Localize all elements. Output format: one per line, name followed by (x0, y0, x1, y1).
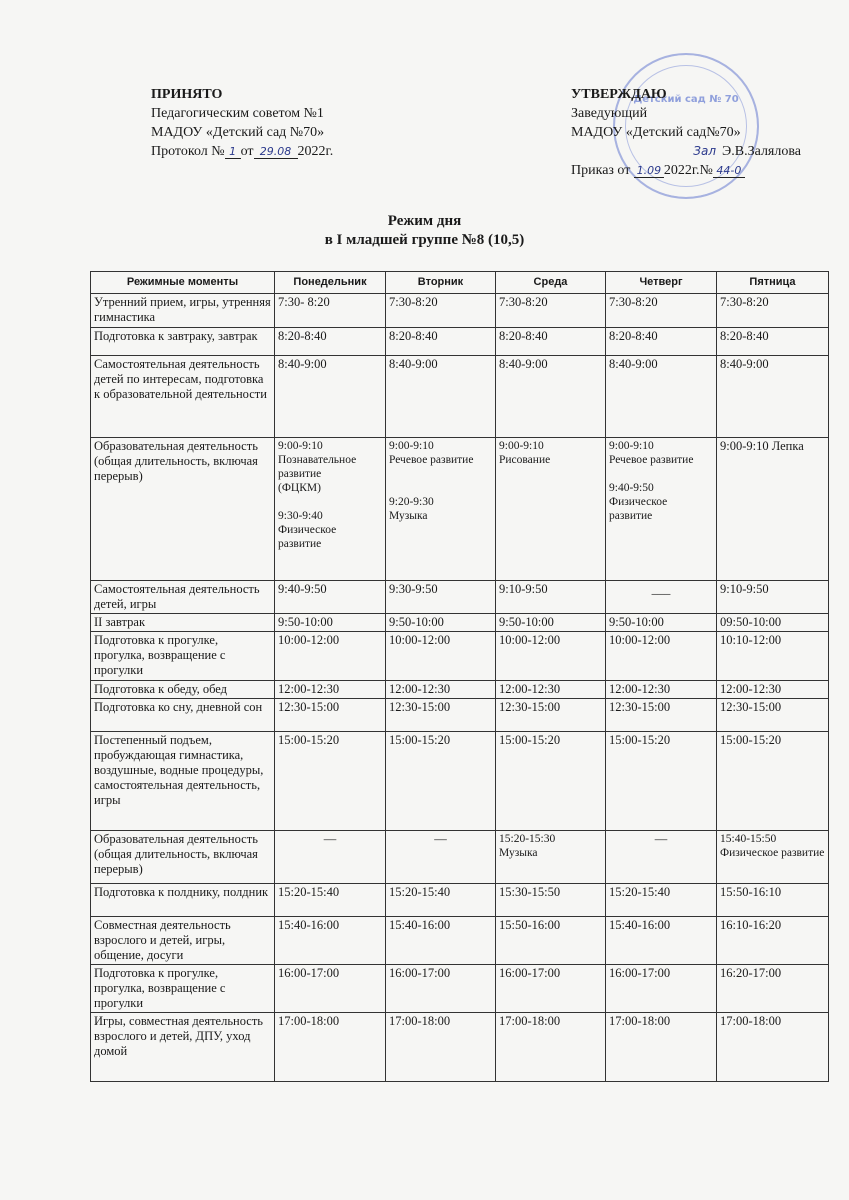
order-prefix: Приказ от (571, 163, 631, 178)
regime-moment: Подготовка к полднику, полдник (91, 884, 275, 917)
table-row (91, 732, 829, 831)
time-cell: 9:50-10:00 (386, 614, 496, 632)
time-cell: 16:00-17:00 (496, 965, 606, 1013)
time-cell: 15:00-15:20 (496, 732, 606, 831)
regime-moment: Подготовка к прогулке, прогулка, возвращение с прогулки (91, 632, 275, 681)
title-line-1: Режим дня (387, 213, 462, 229)
approved-title: УТВЕРЖДАЮ (571, 87, 667, 102)
title-line-2: в I младшей группе №8 (10,5) (324, 232, 525, 248)
time-cell: 15:40-15:50 Физическое развитие (717, 831, 829, 884)
column-header: Среда (496, 272, 606, 294)
time-cell: 16:00-17:00 (275, 965, 386, 1013)
accepted-council: Педагогическим советом №1 (151, 106, 324, 121)
time-cell: 16:00-17:00 (386, 965, 496, 1013)
schedule-body (91, 294, 829, 1082)
accepted-title: ПРИНЯТО (151, 87, 223, 102)
time-cell: 15:00-15:20 (717, 732, 829, 831)
approved-signer: Э.В.Залялова (722, 144, 801, 159)
regime-moment: Образовательная деятельность (общая длительность, включая перерыв) (91, 438, 275, 581)
accepted-block (151, 85, 333, 161)
time-cell: 9:30-9:50 (386, 581, 496, 614)
time-cell: 17:00-18:00 (275, 1013, 386, 1082)
time-cell: 9:50-10:00 (275, 614, 386, 632)
time-cell: 15:40-16:00 (606, 917, 717, 965)
protocol-from: от (240, 144, 254, 159)
time-cell: 10:00-12:00 (496, 632, 606, 681)
time-cell: 8:40-9:00 (386, 356, 496, 438)
table-row (91, 356, 829, 438)
time-cell: 15:40-16:00 (386, 917, 496, 965)
time-cell: 15:50-16:00 (496, 917, 606, 965)
time-cell: 7:30-8:20 (386, 294, 496, 328)
time-cell: 15:50-16:10 (717, 884, 829, 917)
table-row (91, 438, 829, 581)
time-cell: 12:30-15:00 (717, 699, 829, 732)
time-cell: 16:00-17:00 (606, 965, 717, 1013)
column-header: Вторник (386, 272, 496, 294)
time-cell: 12:30-15:00 (606, 699, 717, 732)
time-cell: — (606, 831, 717, 884)
column-header: Четверг (606, 272, 717, 294)
regime-moment: Постепенный подъем, пробуждающая гимнастика, воздушные, водные процедуры, самостоятельная деятельность, игры (91, 732, 275, 831)
regime-moment: Самостоятельная деятельность детей по интересам, подготовка к образовательной деятельности (91, 356, 275, 438)
time-cell: 9:00-9:10 Речевое развитие 9:20-9:30 Музыка (386, 438, 496, 581)
time-cell: 8:20-8:40 (717, 328, 829, 356)
regime-moment: II завтрак (91, 614, 275, 632)
protocol-year: 2022г. (297, 144, 334, 159)
column-header: Пятница (717, 272, 829, 294)
time-cell: 8:20-8:40 (386, 328, 496, 356)
time-cell: 12:00-12:30 (606, 681, 717, 699)
time-cell: 16:10-16:20 (717, 917, 829, 965)
time-cell: 9:00-9:10 Речевое развитие 9:40-9:50 Физическое развитие (606, 438, 717, 581)
time-cell: 9:50-10:00 (606, 614, 717, 632)
time-cell: 09:50-10:00 (717, 614, 829, 632)
time-cell: 15:20-15:40 (606, 884, 717, 917)
approved-block (571, 85, 811, 180)
table-row (91, 1013, 829, 1082)
protocol-date: 29.08 (254, 146, 298, 159)
time-cell: 8:40-9:00 (606, 356, 717, 438)
order-date: 1.09 (634, 165, 664, 178)
time-cell: 8:20-8:40 (606, 328, 717, 356)
regime-moment: Подготовка ко сну, дневной сон (91, 699, 275, 732)
column-header: Режимные моменты (91, 272, 275, 294)
time-cell: 12:30-15:00 (496, 699, 606, 732)
time-cell: 15:20-15:40 (275, 884, 386, 917)
schedule-table (90, 271, 829, 1082)
regime-moment: Подготовка к завтраку, завтрак (91, 328, 275, 356)
approved-position: Заведующий (571, 106, 648, 121)
time-cell: 10:10-12:00 (717, 632, 829, 681)
regime-moment: Совместная деятельность взрослого и детей, игры, общение, досуги (91, 917, 275, 965)
time-cell: 12:30-15:00 (386, 699, 496, 732)
approved-org: МАДОУ «Детский сад№70» (571, 125, 741, 140)
column-header: Понедельник (275, 272, 386, 294)
time-cell: 12:00-12:30 (275, 681, 386, 699)
document-title (0, 212, 849, 250)
header-row (91, 272, 829, 294)
table-row (91, 328, 829, 356)
time-cell: 15:30-15:50 (496, 884, 606, 917)
time-cell: 15:40-16:00 (275, 917, 386, 965)
time-cell: 12:00-12:30 (496, 681, 606, 699)
time-cell: 8:40-9:00 (717, 356, 829, 438)
time-cell: 12:30-15:00 (275, 699, 386, 732)
regime-moment: Игры, совместная деятельность взрослого и детей, ДПУ, уход домой (91, 1013, 275, 1082)
regime-moment: Самостоятельная деятельность детей, игры (91, 581, 275, 614)
time-cell: ___ (606, 581, 717, 614)
time-cell: 12:00-12:30 (717, 681, 829, 699)
protocol-number: 1 (225, 146, 241, 159)
time-cell: 10:00-12:00 (275, 632, 386, 681)
regime-moment: Утренний прием, игры, утренняя гимнастика (91, 294, 275, 328)
time-cell: 8:20-8:40 (275, 328, 386, 356)
table-row (91, 681, 829, 699)
table-row (91, 917, 829, 965)
time-cell: 10:00-12:00 (386, 632, 496, 681)
time-cell: 9:40-9:50 (275, 581, 386, 614)
time-cell: 8:20-8:40 (496, 328, 606, 356)
signature: Зал (693, 144, 717, 158)
time-cell: 9:00-9:10 Рисование (496, 438, 606, 581)
time-cell: 17:00-18:00 (606, 1013, 717, 1082)
time-cell: 17:00-18:00 (496, 1013, 606, 1082)
accepted-org: МАДОУ «Детский сад №70» (151, 125, 325, 140)
protocol-prefix: Протокол № (151, 144, 225, 159)
approved-order (571, 161, 811, 180)
time-cell: 7:30- 8:20 (275, 294, 386, 328)
time-cell: 7:30-8:20 (606, 294, 717, 328)
table-row (91, 884, 829, 917)
table-row (91, 294, 829, 328)
time-cell: 8:40-9:00 (275, 356, 386, 438)
time-cell: 8:40-9:00 (496, 356, 606, 438)
order-year: 2022г.№ (663, 163, 713, 178)
table-row (91, 581, 829, 614)
table-row (91, 831, 829, 884)
time-cell: 15:00-15:20 (275, 732, 386, 831)
regime-moment: Подготовка к обеду, обед (91, 681, 275, 699)
time-cell: 9:10-9:50 (717, 581, 829, 614)
time-cell: 9:00-9:10 Лепка (717, 438, 829, 581)
time-cell: 17:00-18:00 (717, 1013, 829, 1082)
table-row (91, 965, 829, 1013)
time-cell: 12:00-12:30 (386, 681, 496, 699)
regime-moment: Образовательная деятельность (общая длительность, включая перерыв) (91, 831, 275, 884)
time-cell: 17:00-18:00 (386, 1013, 496, 1082)
table-row (91, 614, 829, 632)
time-cell: 15:20-15:30 Музыка (496, 831, 606, 884)
time-cell: 9:50-10:00 (496, 614, 606, 632)
time-cell: 15:00-15:20 (606, 732, 717, 831)
regime-moment: Подготовка к прогулке, прогулка, возвращение с прогулки (91, 965, 275, 1013)
time-cell: 9:10-9:50 (496, 581, 606, 614)
time-cell: — (386, 831, 496, 884)
time-cell: 7:30-8:20 (496, 294, 606, 328)
time-cell: 15:20-15:40 (386, 884, 496, 917)
approved-signer-line (571, 142, 811, 161)
time-cell: 16:20-17:00 (717, 965, 829, 1013)
time-cell: 10:00-12:00 (606, 632, 717, 681)
stamp-text: Детский сад № 70 (633, 94, 739, 105)
time-cell: — (275, 831, 386, 884)
accepted-protocol (151, 142, 333, 161)
table-row (91, 699, 829, 732)
table-row (91, 632, 829, 681)
time-cell: 9:00-9:10 Познавательное развитие (ФЦКМ) 9:30-9:40 Физическое развитие (275, 438, 386, 581)
time-cell: 7:30-8:20 (717, 294, 829, 328)
order-number: 44-0 (713, 165, 745, 178)
time-cell: 15:00-15:20 (386, 732, 496, 831)
